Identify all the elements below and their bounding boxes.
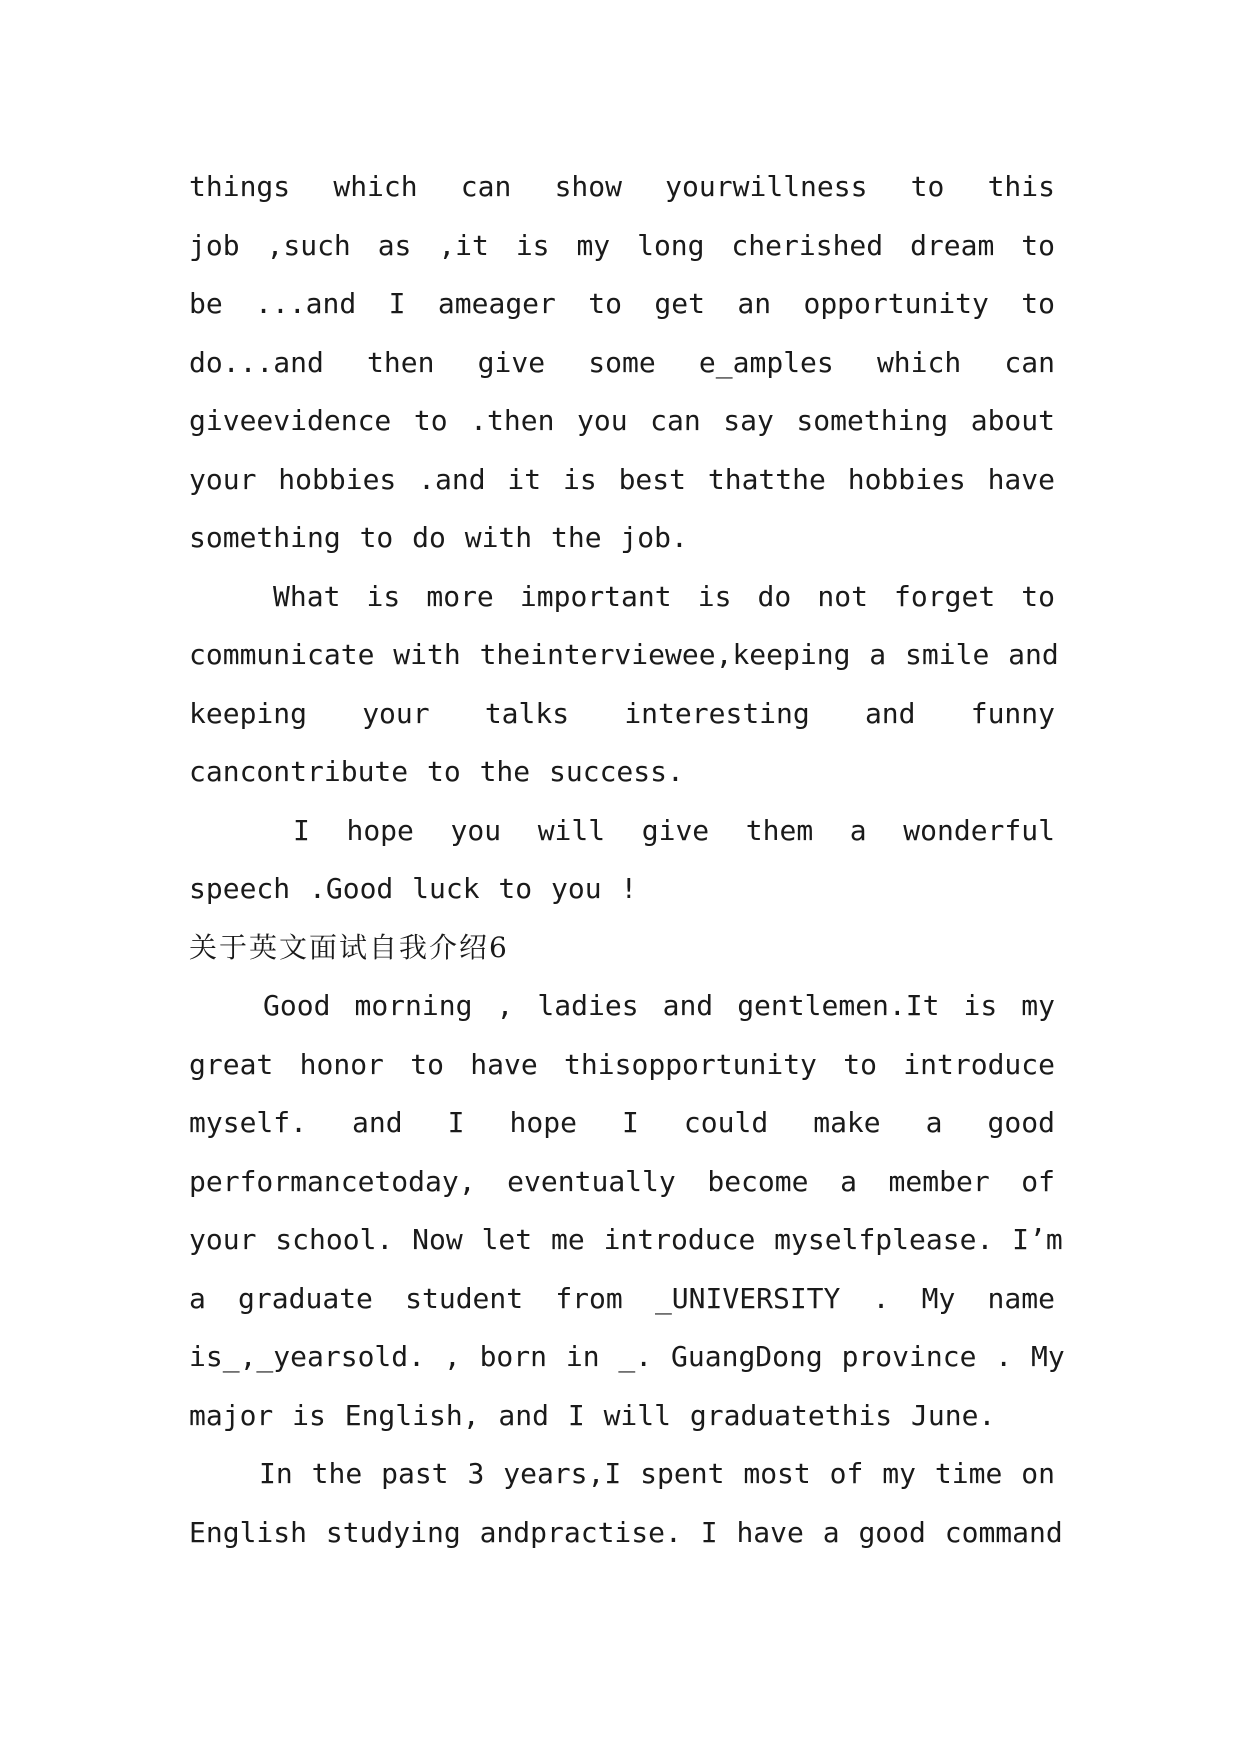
text-line: your hobbies .and it is best thatthe hobbies have xyxy=(189,462,1055,496)
text-line: I hope you will give them a wonderful xyxy=(293,813,1055,847)
text-line: speech .Good luck to you ! xyxy=(189,872,638,905)
paragraph-good-luck xyxy=(189,802,1055,919)
paragraph-communication xyxy=(189,568,1059,802)
paragraph-self-introduction xyxy=(189,977,1065,1445)
text-line: is_,_yearsold. , born in _. GuangDong province . My xyxy=(189,1340,1065,1373)
text-line: myself. and I hope I could make a good xyxy=(189,1106,1055,1139)
text-line: a graduate student from _UNIVERSITY . My name xyxy=(189,1281,1055,1315)
text-line: In the past 3 years,I spent most of my time on xyxy=(259,1457,1055,1490)
text-line: do...and then give some e_amples which can xyxy=(189,345,1055,379)
text-line: job ,such as ,it is my long cherished dream to xyxy=(189,228,1055,262)
text-line: communicate with theinterviewee,keeping a smile and xyxy=(189,638,1059,671)
text-line: keeping your talks interesting and funny xyxy=(189,696,1055,730)
text-line: be ...and I ameager to get an opportunity to xyxy=(189,287,1055,320)
text-line: major is English, and I will graduatethis June. xyxy=(189,1398,996,1432)
text-line: performancetoday, eventually become a member of xyxy=(189,1164,1055,1198)
text-line: something to do with the job. xyxy=(189,521,688,554)
paragraph-job-willingness xyxy=(189,158,1055,568)
section-heading: 关于英文面试自我介绍6 xyxy=(189,930,509,964)
text-line: your school. Now let me introduce myselfplease. I’m xyxy=(189,1223,1063,1256)
text-line: things which can show yourwillness to this xyxy=(189,170,1055,203)
text-line: English studying andpractise. I have a good command xyxy=(189,1515,1063,1549)
paragraph-past-years xyxy=(189,1445,1063,1562)
document-body xyxy=(189,158,1065,1562)
text-line: great honor to have thisopportunity to introduce xyxy=(189,1047,1055,1081)
text-line: giveevidence to .then you can say something about xyxy=(189,404,1055,437)
text-line: Good morning , ladies and gentlemen.It is my xyxy=(263,989,1055,1022)
text-line: cancontribute to the success. xyxy=(189,755,684,788)
text-line: What is more important is do not forget to xyxy=(273,579,1055,613)
